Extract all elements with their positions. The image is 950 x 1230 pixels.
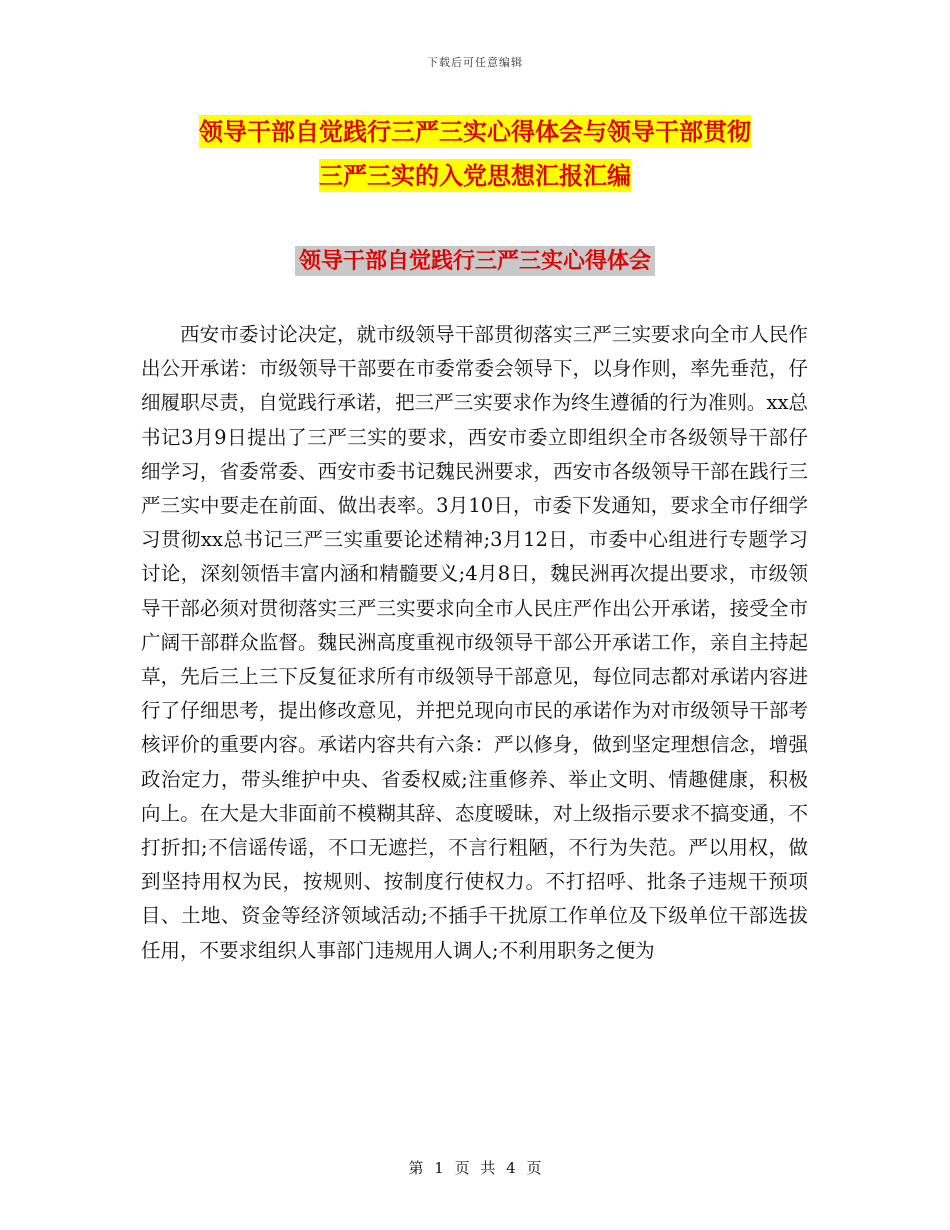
header-note: 下载后可任意编辑 — [427, 56, 523, 69]
section-title — [0, 244, 950, 275]
document-title — [140, 110, 810, 198]
body-paragraph: 西安市委讨论决定，就市级领导干部贯彻落实三严三实要求向全市人民作出公开承诺：市级领导干部要在市委常委会领导下，以身作则，率先垂范，仔细履职尽责，自觉践行承诺，把三严三实要求作为终生遵循的行为准则。xx总书记3月9日提出了三严三实的要求，西安市委立即组织全市各级领导干部仔细学习，省委常委、西安市委书记魏民洲要求，西安市各级领导干部在践行三严三实中要走在前面、做出表率。3月10日，市委下发通知，要求全市仔细学习贯彻xx总书记三严三实重要论述精神;3月12日，市委中心组进行专题学习讨论，深刻领悟丰富内涵和精髓要义;4月8日，魏民洲再次提出要求，市级领导干部必须对贯彻落实三严三实要求向全市人民庄严作出公开承诺，接受全市广阔干部群众监督。魏民洲高度重视市级领导干部公开承诺工作，亲自主持起草，先后三上三下反复征求所有市级领导干部意见，每位同志都对承诺内容进行了仔细思考，提出修改意见，并把兑现向市民的承诺作为对市级领导干部考核评价的重要内容。承诺内容共有六条：严以修身，做到坚定理想信念，增强政治定力，带头维护中央、省委权威;注重修养、举止文明、情趣健康，积极向上。在大是大非面前不模糊其辞、态度暧昧，对上级指示要求不搞变通，不打折扣;不信谣传谣，不口无遮拦，不言行粗陋，不行为失范。严以用权，做到坚持用权为民，按规则、按制度行使权力。不打招呼、批条子违规干预项目、土地、资金等经济领域活动;不插手干扰原工作单位及下级单位干部选拔任用，不要求组织人事部门违规用人调人;不利用职务之便为 — [141, 323, 808, 962]
page-footer: 第 1 页 共 4 页 — [408, 1159, 542, 1177]
document-title-line-2: 三严三实的入党思想汇报汇编 — [319, 161, 631, 190]
section-title-text: 领导干部自觉践行三严三实心得体会 — [295, 246, 655, 276]
document-title-line-1: 领导干部自觉践行三严三实心得体会与领导干部贯彻 — [199, 117, 751, 146]
